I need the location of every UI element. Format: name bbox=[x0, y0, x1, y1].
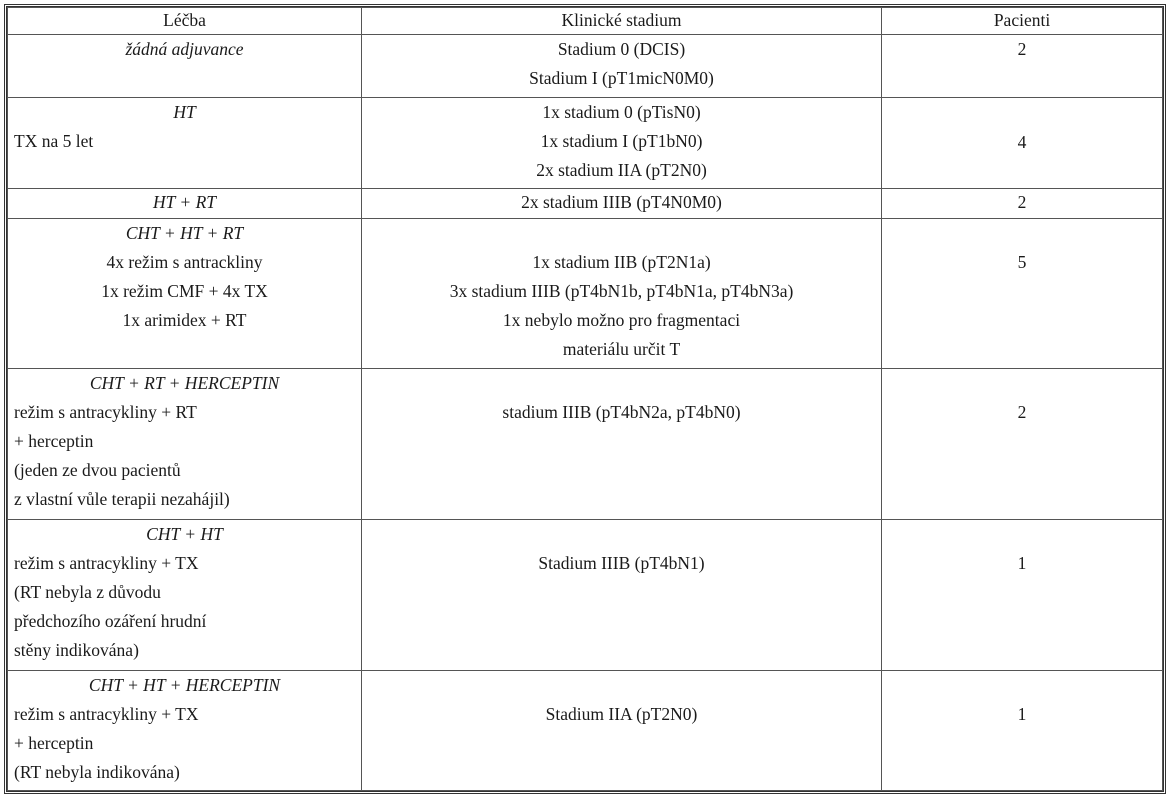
table-row bbox=[8, 520, 1163, 671]
therapy-line: (jeden ze dvou pacientů bbox=[14, 460, 181, 481]
therapy-line: (RT nebyla z důvodu bbox=[14, 582, 161, 603]
therapy-line: 1x arimidex + RT bbox=[122, 309, 247, 330]
therapy-cell bbox=[8, 97, 362, 188]
stage-line: Stadium 0 (DCIS) bbox=[557, 39, 686, 59]
table-header-row bbox=[8, 8, 1163, 35]
therapy-table bbox=[7, 7, 1163, 791]
therapy-line: předchozího ozáření hrudní bbox=[14, 611, 207, 632]
patients-spacer bbox=[888, 219, 1156, 248]
stage-spacer bbox=[368, 369, 875, 398]
stage-line: 1x stadium 0 (pTisN0) bbox=[542, 101, 701, 122]
therapy-table-frame bbox=[4, 4, 1166, 794]
patients-cell bbox=[882, 218, 1163, 369]
therapy-line: 1x režim CMF + 4x TX bbox=[101, 280, 268, 301]
table-row bbox=[8, 97, 1163, 188]
patients-value: 5 bbox=[1017, 251, 1027, 272]
therapy-line: režim s antracykliny + TX bbox=[14, 553, 199, 574]
header-lecba: Léčba bbox=[8, 8, 362, 35]
therapy-title: žádná adjuvance bbox=[125, 39, 244, 59]
stage-line: 3x stadium IIIB (pT4bN1b, pT4bN1a, pT4bN3a) bbox=[449, 280, 794, 301]
stage-line: stadium IIIB (pT4bN2a, pT4bN0) bbox=[502, 402, 741, 423]
table-row bbox=[8, 670, 1163, 790]
therapy-cell bbox=[8, 369, 362, 520]
patients-value: 2 bbox=[1017, 402, 1027, 423]
therapy-line: + herceptin bbox=[14, 431, 94, 452]
therapy-cell bbox=[8, 218, 362, 369]
therapy-line: TX na 5 let bbox=[14, 130, 94, 151]
patients-spacer bbox=[888, 671, 1156, 700]
table-row bbox=[8, 369, 1163, 520]
table-row bbox=[8, 35, 1163, 98]
therapy-title: CHT + HT bbox=[146, 524, 223, 545]
therapy-cell bbox=[8, 35, 362, 98]
patients-spacer bbox=[888, 369, 1156, 398]
stage-spacer bbox=[368, 219, 875, 248]
patients-cell: 2 bbox=[882, 35, 1163, 98]
stage-cell bbox=[362, 188, 882, 218]
patients-cell bbox=[882, 520, 1163, 671]
therapy-title: CHT + HT + HERCEPTIN bbox=[88, 674, 281, 695]
stage-line: 1x stadium I (pT1bN0) bbox=[540, 130, 703, 151]
stage-line: 1x nebylo možno pro fragmentaci bbox=[502, 309, 741, 330]
stage-cell bbox=[362, 97, 882, 188]
therapy-line: režim s antracykliny + TX bbox=[14, 703, 199, 724]
patients-value: 1 bbox=[1017, 703, 1027, 724]
stage-line: Stadium IIA (pT2N0) bbox=[545, 703, 698, 724]
stage-line: Stadium I (pT1micN0M0) bbox=[529, 68, 714, 88]
therapy-cell bbox=[8, 188, 362, 218]
therapy-title: CHT + RT + HERCEPTIN bbox=[89, 373, 280, 394]
stage-cell bbox=[362, 369, 882, 520]
therapy-cell bbox=[8, 670, 362, 790]
therapy-line: z vlastní vůle terapii nezahájil) bbox=[14, 489, 230, 510]
stage-line: 2x stadium IIA (pT2N0) bbox=[536, 159, 707, 180]
stage-cell bbox=[362, 520, 882, 671]
stage-cell bbox=[362, 35, 882, 98]
therapy-line: stěny indikována) bbox=[14, 640, 139, 661]
header-klinicke-stadium: Klinické stadium bbox=[362, 8, 882, 35]
patients-cell: 4 bbox=[882, 97, 1163, 188]
therapy-title: CHT + HT + RT bbox=[125, 222, 244, 243]
header-pacienti: Pacienti bbox=[882, 8, 1163, 35]
therapy-line: 4x režim s antrackliny bbox=[106, 251, 263, 272]
therapy-cell bbox=[8, 520, 362, 671]
therapy-line: (RT nebyla indikována) bbox=[14, 761, 180, 782]
patients-spacer bbox=[888, 520, 1156, 549]
patients-value: 1 bbox=[1017, 553, 1027, 574]
stage-cell bbox=[362, 670, 882, 790]
therapy-line: režim s antracykliny + RT bbox=[14, 402, 197, 423]
stage-line: materiálu určit T bbox=[562, 338, 681, 359]
stage-line: Stadium IIIB (pT4bN1) bbox=[538, 553, 705, 574]
therapy-line: + herceptin bbox=[14, 732, 94, 753]
stage-spacer bbox=[368, 520, 875, 549]
stage-spacer bbox=[368, 671, 875, 700]
table-row bbox=[8, 188, 1163, 218]
patients-cell: 2 bbox=[882, 188, 1163, 218]
patients-cell bbox=[882, 369, 1163, 520]
therapy-title: HT + RT bbox=[152, 191, 217, 212]
stage-line: 2x stadium IIIB (pT4N0M0) bbox=[521, 191, 722, 212]
stage-line: 1x stadium IIB (pT2N1a) bbox=[532, 251, 711, 272]
patients-cell bbox=[882, 670, 1163, 790]
table-row bbox=[8, 218, 1163, 369]
stage-cell bbox=[362, 218, 882, 369]
therapy-title: HT bbox=[173, 101, 196, 122]
